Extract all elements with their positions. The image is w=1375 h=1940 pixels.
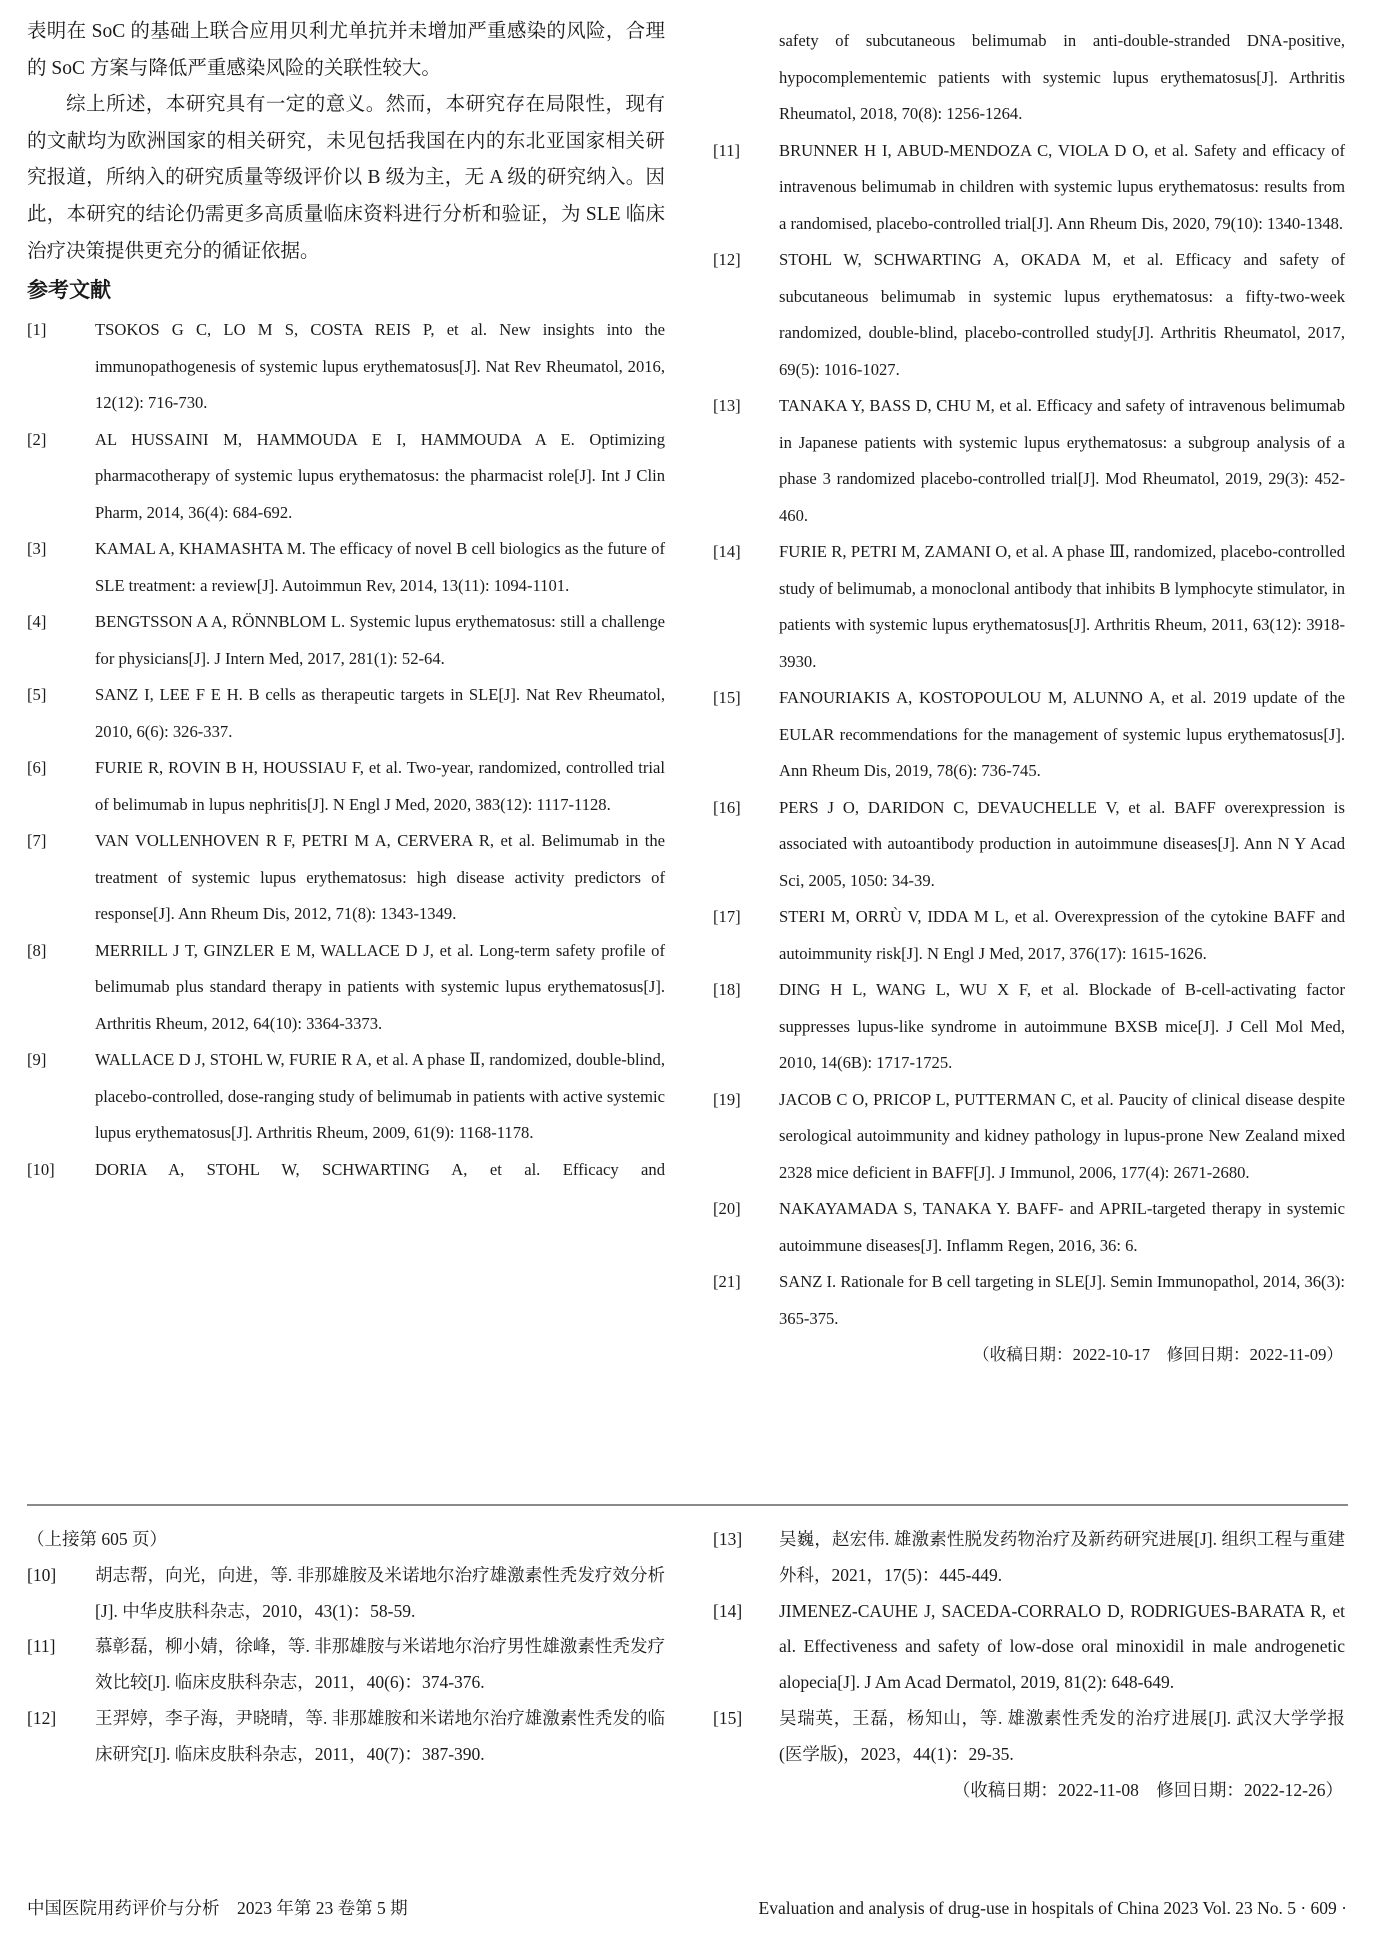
reference-number: [16] (713, 797, 741, 817)
reference-number: [20] (713, 1199, 741, 1218)
reference-item (27, 933, 665, 1043)
body-paragraph: 表明在 SoC 的基础上联合应用贝利尤单抗并未增加严重感染的风险，合理的 SoC 方案与降低严重感染风险的关联性较大。 (27, 21, 665, 79)
received-revised-dates: （收稿日期：2022-11-08 修回日期：2022-12-26） (952, 1779, 1343, 1800)
journal-footer-en: Evaluation and analysis of drug-use in hospitals of China 2023 Vol. 23 No. 5 · 609 · (758, 1898, 1347, 1918)
reference-item (713, 1522, 1345, 1594)
reference-item (27, 750, 665, 823)
reference-number: [4] (27, 612, 47, 632)
reference-item (713, 388, 1345, 534)
reference-continuation (713, 23, 1345, 133)
reference-number: [15] (713, 1707, 743, 1728)
received-revised-dates: （收稿日期：2022-10-17 修回日期：2022-11-09） (973, 1345, 1343, 1364)
reference-item (713, 1082, 1345, 1192)
reference-text: TANAKA Y, BASS D, CHU M, et al. Efficacy and safety of intravenous belimumab in Japanese patients with systemic lupus erythematosus: a subgroup analysis of a phase 3 randomized placebo-controlled trial[J]. Mod Rheumatol, 2019, 29(3): 452-460. (779, 396, 1345, 525)
reference-text: WALLACE D J, STOHL W, FURIE R A, et al. A phase Ⅱ, randomized, double-blind, placebo-controlled, dose-ranging study of belimumab in patients with active systemic lupus erythematosus[J]. Arthritis Rheum, 2009, 61(9): 1168-1178. (95, 1050, 665, 1143)
reference-item (27, 1042, 665, 1152)
reference-number: [6] (27, 758, 47, 778)
reference-item (27, 1152, 665, 1189)
reference-text: TSOKOS G C, LO M S, COSTA REIS P, et al. New insights into the immunopathogenesis of systemic lupus erythematosus[J]. Nat Rev Rheumatol, 2016, 12(12): 716-730. (95, 320, 665, 413)
reference-number: [12] (713, 250, 741, 269)
reference-number: [3] (27, 539, 47, 559)
reference-number: [10] (27, 1159, 55, 1179)
section-divider (27, 1504, 1348, 1506)
reference-number: [13] (713, 396, 741, 415)
reference-item (713, 899, 1345, 972)
reference-number: [13] (713, 1529, 743, 1549)
reference-text: STERI M, ORRÙ V, IDDA M L, et al. Overexpression of the cytokine BAFF and autoimmunity risk[J]. N Engl J Med, 2017, 376(17): 1615-1626. (779, 907, 1345, 963)
reference-item (713, 534, 1345, 680)
reference-text: VAN VOLLENHOVEN R F, PETRI M A, CERVERA R, et al. Belimumab in the treatment of systemic lupus erythematosus: high disease activity predictors of response[J]. Ann Rheum Dis, 2012, 71(8): 1343-1349. (95, 831, 665, 924)
reference-text: FURIE R, ROVIN B H, HOUSSIAU F, et al. Two-year, randomized, controlled trial of belimumab in lupus nephritis[J]. N Engl J Med, 2020, 383(12): 1117-1128. (95, 758, 665, 814)
reference-text: MERRILL J T, GINZLER E M, WALLACE D J, et al. Long-term safety profile of belimumab plus standard therapy in patients with systemic lupus erythematosus[J]. Arthritis Rheum, 2012, 64(10): 3364-3373. (95, 940, 665, 1033)
reference-number: [11] (27, 1636, 56, 1657)
bottom-left-column (27, 1522, 665, 1773)
reference-number: [2] (27, 429, 47, 449)
journal-footer-cn: 中国医院用药评价与分析 2023 年第 23 卷第 5 期 (27, 1898, 408, 1918)
reference-item (713, 133, 1345, 243)
reference-text: DORIA A, STOHL W, SCHWARTING A, et al. Efficacy and (95, 1159, 665, 1179)
reference-item (27, 1629, 665, 1701)
reference-text: NAKAYAMADA S, TANAKA Y. BAFF- and APRIL-targeted therapy in systemic autoimmune diseases[J]. Inflamm Regen, 2016, 36: 6. (779, 1199, 1345, 1255)
reference-number: [19] (713, 1089, 741, 1109)
reference-text: 王羿婷，李子海，尹晓晴，等. 非那雄胺和米诺地尔治疗雄激素性秃发的临床研究[J]. 临床皮肤科杂志，2011，40(7)：387-390. (95, 1707, 665, 1764)
continued-from-note: （上接第 605 页） (27, 1529, 167, 1549)
reference-item (27, 677, 665, 750)
reference-item (27, 823, 665, 933)
reference-text: 吴瑞英，王磊，杨知山，等. 雄激素性秃发的治疗进展[J]. 武汉大学学报(医学版)，2023，44(1)：29-35. (779, 1707, 1345, 1764)
reference-text: DING H L, WANG L, WU X F, et al. Blockade of B-cell-activating factor suppresses lupus-like syndrome in autoimmune BXSB mice[J]. J Cell Mol Med, 2010, 14(6B): 1717-1725. (779, 980, 1345, 1072)
reference-text: SANZ I, LEE F E H. B cells as therapeutic targets in SLE[J]. Nat Rev Rheumatol, 2010, 6(6): 326-337. (95, 685, 665, 741)
reference-text: BENGTSSON A A, RÖNNBLOM L. Systemic lupus erythematosus: still a challenge for physicians[J]. J Intern Med, 2017, 281(1): 52-64. (95, 612, 665, 668)
reference-number: [15] (713, 688, 741, 707)
reference-number: [18] (713, 980, 741, 999)
reference-text: 吴巍，赵宏伟. 雄激素性脱发药物治疗及新药研究进展[J]. 组织工程与重建外科，2021，17(5)：445-449. (779, 1529, 1345, 1585)
reference-number: [1] (27, 320, 47, 340)
reference-item (713, 790, 1345, 900)
reference-text: STOHL W, SCHWARTING A, OKADA M, et al. Efficacy and safety of subcutaneous belimumab in systemic lupus erythematosus: a fifty-two-week randomized, double-blind, placebo-controlled study[J]. Arthritis Rheumatol, 2017, 69(5): 1016-1027. (779, 250, 1345, 379)
reference-text: JIMENEZ-CAUHE J, SACEDA-CORRALO D, RODRIGUES-BARATA R, et al. Effectiveness and safety of low-dose oral minoxidil in male androgenetic alopecia[J]. J Am Acad Dermatol, 2019, 81(2): 648-649. (779, 1600, 1345, 1693)
reference-item (27, 604, 665, 677)
right-column (713, 23, 1345, 1374)
reference-number: [8] (27, 940, 47, 960)
references-heading: 参考文献 (27, 278, 111, 303)
reference-text: AL HUSSAINI M, HAMMOUDA E I, HAMMOUDA A E. Optimizing pharmacotherapy of systemic lupus erythematosus: the pharmacist role[J]. Int J Clin Pharm, 2014, 36(4): 684-692. (95, 429, 665, 522)
reference-text: FANOURIAKIS A, KOSTOPOULOU M, ALUNNO A, et al. 2019 update of the EULAR recommendations for the management of systemic lupus erythematosus[J]. Ann Rheum Dis, 2019, 78(6): 736-745. (779, 688, 1345, 780)
reference-number: [9] (27, 1050, 47, 1070)
reference-number: [14] (713, 1600, 743, 1621)
left-column (27, 14, 665, 1188)
reference-item (27, 422, 665, 532)
reference-item (713, 1594, 1345, 1701)
reference-text: KAMAL A, KHAMASHTA M. The efficacy of novel B cell biologics as the future of SLE treatment: a review[J]. Autoimmun Rev, 2014, 13(11): 1094-1101. (95, 539, 665, 595)
reference-item (27, 1701, 665, 1773)
reference-number: [14] (713, 542, 741, 561)
reference-item (713, 680, 1345, 790)
reference-text: safety of subcutaneous belimumab in anti-double-stranded DNA-positive, hypocomplementemic patients with systemic lupus erythematosus[J]. Arthritis Rheumatol, 2018, 70(8): 1256-1264. (779, 31, 1345, 123)
reference-item (713, 1264, 1345, 1337)
reference-item (713, 972, 1345, 1082)
reference-number: [5] (27, 685, 47, 705)
reference-text: FURIE R, PETRI M, ZAMANI O, et al. A phase Ⅲ, randomized, placebo-controlled study of belimumab, a monoclonal antibody that inhibits B lymphocyte stimulator, in patients with systemic lupus erythematosus[J]. Arthritis Rheum, 2011, 63(12): 3918-3930. (779, 542, 1345, 671)
reference-number: [17] (713, 907, 741, 926)
reference-item (27, 1558, 665, 1630)
reference-item (713, 1701, 1345, 1773)
reference-text: 慕彰磊，柳小婧，徐峰，等. 非那雄胺与米诺地尔治疗男性雄激素性秃发疗效比较[J]. 临床皮肤科杂志，2011，40(6)：374-376. (95, 1636, 665, 1693)
reference-text: JACOB C O, PRICOP L, PUTTERMAN C, et al. Paucity of clinical disease despite serological autoimmunity and kidney pathology in lupus-prone New Zealand mixed 2328 mice deficient in BAFF[J]. J Immunol, 2006, 177(4): 2671-2680. (779, 1089, 1345, 1182)
reference-text: 胡志帮，向光，向进，等. 非那雄胺及米诺地尔治疗雄激素性秃发疗效分析[J]. 中华皮肤科杂志，2010，43(1)：58-59. (95, 1564, 665, 1621)
conclusion-paragraph: 综上所述，本研究具有一定的意义。然而，本研究存在局限性，现有的文献均为欧洲国家的相关研究，未见包括我国在内的东北亚国家相关研究报道，所纳入的研究质量等级评价以 B 级为主，无 A 级的研究纳入。因此，本研究的结论仍需更多高质量临床资料进行分析和验证，为 SLE 临床治疗决策提供更充分的循证依据。 (27, 94, 665, 262)
reference-item (27, 312, 665, 422)
reference-number: [10] (27, 1564, 57, 1585)
reference-item (713, 242, 1345, 388)
reference-item (713, 1191, 1345, 1264)
reference-text: PERS J O, DARIDON C, DEVAUCHELLE V, et al. BAFF overexpression is associated with autoantibody production in autoimmune diseases[J]. Ann N Y Acad Sci, 2005, 1050: 34-39. (779, 797, 1345, 890)
reference-number: [11] (713, 140, 741, 160)
reference-number: [21] (713, 1272, 741, 1291)
reference-number: [7] (27, 831, 47, 851)
reference-text: BRUNNER H I, ABUD-MENDOZA C, VIOLA D O, et al. Safety and efficacy of intravenous belimumab in children with systemic lupus erythematosus: results from a randomised, placebo-controlled trial[J]. Ann Rheum Dis, 2020, 79(10): 1340-1348. (779, 140, 1345, 233)
reference-text: SANZ I. Rationale for B cell targeting in SLE[J]. Semin Immunopathol, 2014, 36(3): 365-375. (779, 1272, 1345, 1328)
reference-number: [12] (27, 1707, 57, 1728)
bottom-right-column (713, 1522, 1345, 1808)
reference-item (27, 531, 665, 604)
